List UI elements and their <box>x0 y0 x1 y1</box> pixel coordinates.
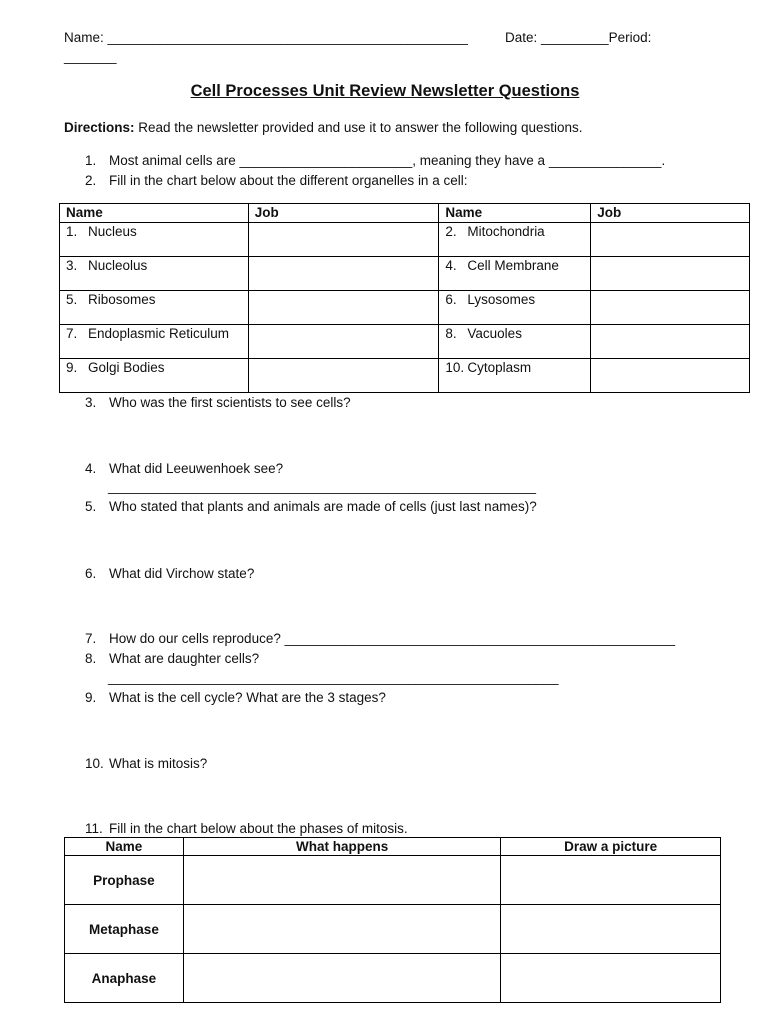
question-text: What did Leeuwenhoek see? <box>109 461 284 476</box>
question-number: 10. <box>85 756 104 771</box>
question-number: 4. <box>85 461 97 476</box>
draw-picture-cell[interactable] <box>501 905 721 954</box>
organelle-name-cell <box>439 325 591 359</box>
table-row <box>60 223 750 257</box>
question-number: 2. <box>85 173 97 188</box>
phase-name: Metaphase <box>65 905 184 954</box>
table-row <box>60 325 750 359</box>
column-header: Name <box>65 838 184 856</box>
directions <box>64 120 583 135</box>
organelle-number: 6. <box>445 292 457 307</box>
organelle-name: Lysosomes <box>467 292 536 307</box>
organelle-name-cell <box>60 291 249 325</box>
question-3 <box>85 395 351 410</box>
table-row <box>65 905 721 954</box>
organelle-name: Ribosomes <box>88 292 156 307</box>
column-header: Draw a picture <box>501 838 721 856</box>
question-text: Fill in the chart below about the phases of mitosis. <box>109 821 408 836</box>
column-header: Job <box>591 204 750 223</box>
organelle-number: 7. <box>66 326 78 341</box>
question-text: What is mitosis? <box>109 756 208 771</box>
organelle-name-cell <box>60 257 249 291</box>
question-8 <box>85 651 259 666</box>
job-answer-cell[interactable] <box>248 291 439 325</box>
directions-label: Directions: <box>64 120 135 135</box>
date-field[interactable] <box>505 30 651 45</box>
organelle-number: 3. <box>66 258 78 273</box>
table-row <box>65 856 721 905</box>
question-number: 6. <box>85 566 97 581</box>
answer-line[interactable]: _________________________________________________________ <box>108 479 536 494</box>
question-6 <box>85 566 254 581</box>
organelle-name: Golgi Bodies <box>88 360 165 375</box>
organelle-name-cell <box>439 359 591 393</box>
organelle-number: 4. <box>445 258 457 273</box>
question-number: 11. <box>85 821 103 836</box>
page-title: Cell Processes Unit Review Newsletter Questions <box>190 82 580 100</box>
question-text: Who stated that plants and animals are made of cells (just last names)? <box>109 499 537 514</box>
organelle-name: Mitochondria <box>467 224 545 239</box>
question-text: Most animal cells are _______________________, meaning they have a _______________. <box>109 153 666 168</box>
organelle-table <box>59 203 750 393</box>
organelle-name: Vacuoles <box>467 326 522 341</box>
question-text: What is the cell cycle? What are the 3 stages? <box>109 690 386 705</box>
question-1 <box>85 153 665 168</box>
job-answer-cell[interactable] <box>591 291 750 325</box>
organelle-name-cell <box>60 359 249 393</box>
question-4 <box>85 461 283 476</box>
table-row <box>65 954 721 1003</box>
mitosis-table <box>64 837 721 1003</box>
organelle-name: Cytoplasm <box>467 360 532 375</box>
job-answer-cell[interactable] <box>248 359 439 393</box>
table-header-row <box>60 204 750 223</box>
date-label: Date: _________ <box>505 30 609 45</box>
question-number: 8. <box>85 651 97 666</box>
job-answer-cell[interactable] <box>591 223 750 257</box>
question-text: What are daughter cells? <box>109 651 260 666</box>
organelle-name-cell <box>60 223 249 257</box>
column-header: Name <box>439 204 591 223</box>
table-header-row <box>65 838 721 856</box>
question-number: 5. <box>85 499 97 514</box>
table-row <box>60 291 750 325</box>
what-happens-cell[interactable] <box>183 954 500 1003</box>
column-header: What happens <box>183 838 500 856</box>
question-2 <box>85 173 467 188</box>
name-field[interactable] <box>64 30 468 45</box>
draw-picture-cell[interactable] <box>501 856 721 905</box>
organelle-name: Nucleus <box>88 224 137 239</box>
draw-picture-cell[interactable] <box>501 954 721 1003</box>
column-header: Name <box>60 204 249 223</box>
question-number: 7. <box>85 631 97 646</box>
question-number: 1. <box>85 153 97 168</box>
question-text: How do our cells reproduce? ____________________________________________________ <box>109 631 676 646</box>
question-number: 9. <box>85 690 97 705</box>
organelle-number: 1. <box>66 224 78 239</box>
period-label: Period: <box>608 30 652 45</box>
phase-name: Anaphase <box>65 954 184 1003</box>
directions-text: Read the newsletter provided and use it to answer the following questions. <box>138 120 583 135</box>
job-answer-cell[interactable] <box>248 325 439 359</box>
organelle-name: Cell Membrane <box>467 258 559 273</box>
job-answer-cell[interactable] <box>591 257 750 291</box>
question-10 <box>85 756 207 771</box>
job-answer-cell[interactable] <box>591 325 750 359</box>
job-answer-cell[interactable] <box>248 257 439 291</box>
question-text: Who was the first scientists to see cells? <box>109 395 351 410</box>
period-field[interactable] <box>64 49 117 64</box>
job-answer-cell[interactable] <box>591 359 750 393</box>
question-9 <box>85 690 386 705</box>
organelle-number: 10. <box>445 360 465 375</box>
organelle-name: Endoplasmic Reticulum <box>88 326 230 341</box>
phase-name: Prophase <box>65 856 184 905</box>
question-text: Fill in the chart below about the different organelles in a cell: <box>109 173 468 188</box>
table-row <box>60 257 750 291</box>
question-11 <box>85 821 408 836</box>
organelle-number: 2. <box>445 224 457 239</box>
organelle-number: 5. <box>66 292 78 307</box>
period-line: _______ <box>64 49 117 64</box>
organelle-name-cell <box>439 291 591 325</box>
question-7 <box>85 631 675 646</box>
table-row <box>60 359 750 393</box>
what-happens-cell[interactable] <box>183 856 500 905</box>
organelle-name: Nucleolus <box>88 258 148 273</box>
answer-line[interactable]: ____________________________________________________________ <box>108 670 559 685</box>
job-answer-cell[interactable] <box>248 223 439 257</box>
organelle-name-cell <box>439 257 591 291</box>
organelle-number: 8. <box>445 326 457 341</box>
column-header: Job <box>248 204 439 223</box>
what-happens-cell[interactable] <box>183 905 500 954</box>
question-5 <box>85 499 537 514</box>
organelle-name-cell <box>439 223 591 257</box>
question-text: What did Virchow state? <box>109 566 255 581</box>
question-number: 3. <box>85 395 97 410</box>
name-label: Name: ________________________________________________ <box>64 30 468 45</box>
organelle-number: 9. <box>66 360 78 375</box>
organelle-name-cell <box>60 325 249 359</box>
